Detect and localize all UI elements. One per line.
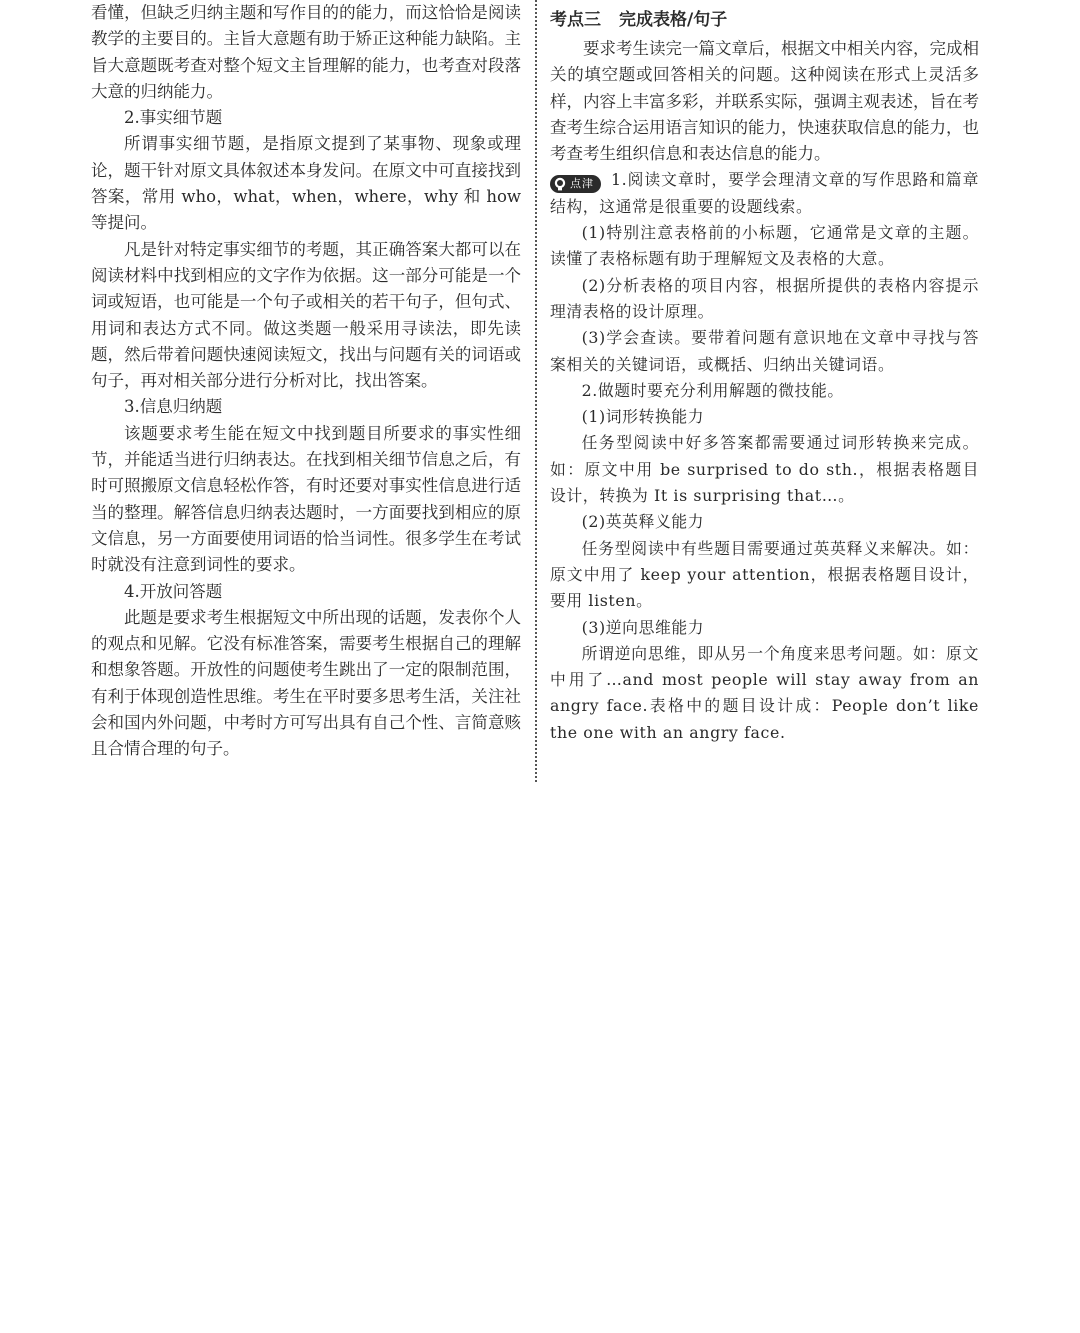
heading-info-summary: 3.信息归纳题 bbox=[124, 397, 223, 417]
skill-1-title: (1)词形转换能力 bbox=[581, 407, 705, 427]
tip-1-a: (1)特别注意表格前的小标题，它通常是文章的主题。读懂了表格标题有助于理解短文及表格的大意。 bbox=[550, 223, 979, 269]
tip-badge: 点津 bbox=[550, 175, 601, 193]
skill-3-title: (3)逆向思维能力 bbox=[581, 617, 705, 637]
section-title-text: 完成表格/句子 bbox=[619, 10, 728, 30]
column-divider bbox=[535, 0, 537, 782]
heading-fact-detail: 2.事实细节题 bbox=[124, 108, 223, 128]
paragraph-fact-detail-1: 所谓事实细节题，是指原文提到了某事物、现象或理论，题干针对原文具体叙述本身发问。在原文中可直接找到答案，常用 who，what，when，where，why 和 how 等提问。 bbox=[91, 134, 521, 233]
lightbulb-icon bbox=[552, 176, 568, 192]
tip-1-c: (3)学会查读。要带着问题有意识地在文章中寻找与答案相关的关键词语，或概括、归纳出关键词语。 bbox=[550, 328, 979, 374]
skill-1-text: 任务型阅读中好多答案都需要通过词形转换来完成。如：原文中用 be surprised to do sth.，根据表格题目设计，转换为 It is surprising that…。 bbox=[550, 433, 979, 506]
right-column bbox=[550, 0, 979, 746]
tips-block bbox=[550, 167, 979, 746]
tip-1-b: (2)分析表格的项目内容，根据所提供的表格内容提示理清表格的设计原理。 bbox=[550, 275, 979, 321]
skill-3-text: 所谓逆向思维，即从另一个角度来思考问题。如：原文中用了…and most people will stay away from an angry face.表格中的题目设计成：People don’t like the one with an angry face. bbox=[550, 643, 979, 742]
section-label: 考点三 bbox=[550, 10, 601, 30]
tip-2: 2.做题时要充分利用解题的微技能。 bbox=[581, 380, 844, 400]
tip-1: 点津 1.阅读文章时，要学会理清文章的写作思路和篇章结构，这通常是很重要的设题线索。 bbox=[550, 170, 979, 216]
section-title bbox=[550, 0, 979, 36]
paragraph-info-summary: 该题要求考生能在短文中找到题目所要求的事实性细节，并能适当进行归纳表达。在找到相关细节信息之后，有时可照搬原文信息轻松作答，有时还要对事实性信息进行适当的整理。解答信息归纳表达题时，一方面要找到相应的原文信息，另一方面要使用词语的恰当词性。很多学生在考试时就没有注意到词性的要求。 bbox=[91, 423, 521, 575]
left-column bbox=[91, 0, 521, 763]
skill-2-text: 任务型阅读中有些题目需要通过英英释义来解决。如：原文中用了 keep your attention，根据表格题目设计，要用 listen。 bbox=[550, 538, 979, 611]
skill-2-title: (2)英英释义能力 bbox=[581, 512, 705, 532]
paragraph-main-idea-continued: 看懂，但缺乏归纳主题和写作目的的能力，而这恰恰是阅读教学的主要目的。主旨大意题有助于矫正这种能力缺陷。主旨大意题既考查对整个短文主旨理解的能力，也考查对段落大意的归纳能力。 bbox=[91, 3, 521, 101]
paragraph-fact-detail-2: 凡是针对特定事实细节的考题，其正确答案大都可以在阅读材料中找到相应的文字作为依据。这一部分可能是一个词或短语，也可能是一个句子或相关的若干句子，但句式、用词和表达方式不同。做这类题一般采用寻读法，即先读题，然后带着问题快速阅读短文，找出与问题有关的词语或句子，再对相关部分进行分析对比，找出答案。 bbox=[91, 239, 521, 391]
heading-open-question: 4.开放问答题 bbox=[124, 581, 223, 601]
paragraph-open-question: 此题是要求考生根据短文中所出现的话题，发表你个人的观点和见解。它没有标准答案，需要考生根据自己的理解和想象答题。开放性的问题使考生跳出了一定的限制范围，有利于体现创造性思维。考生在平时要多思考生活，关注社会和国内外问题，中考时方可写出具有自己个性、言简意赅且合情合理的句子。 bbox=[91, 607, 521, 759]
section-intro: 要求考生读完一篇文章后，根据文中相关内容，完成相关的填空题或回答相关的问题。这种阅读在形式上灵活多样，内容上丰富多彩，并联系实际，强调主观表述，旨在考查考生综合运用语言知识的能力，快速获取信息的能力，也考查考生组织信息和表达信息的能力。 bbox=[550, 39, 979, 164]
